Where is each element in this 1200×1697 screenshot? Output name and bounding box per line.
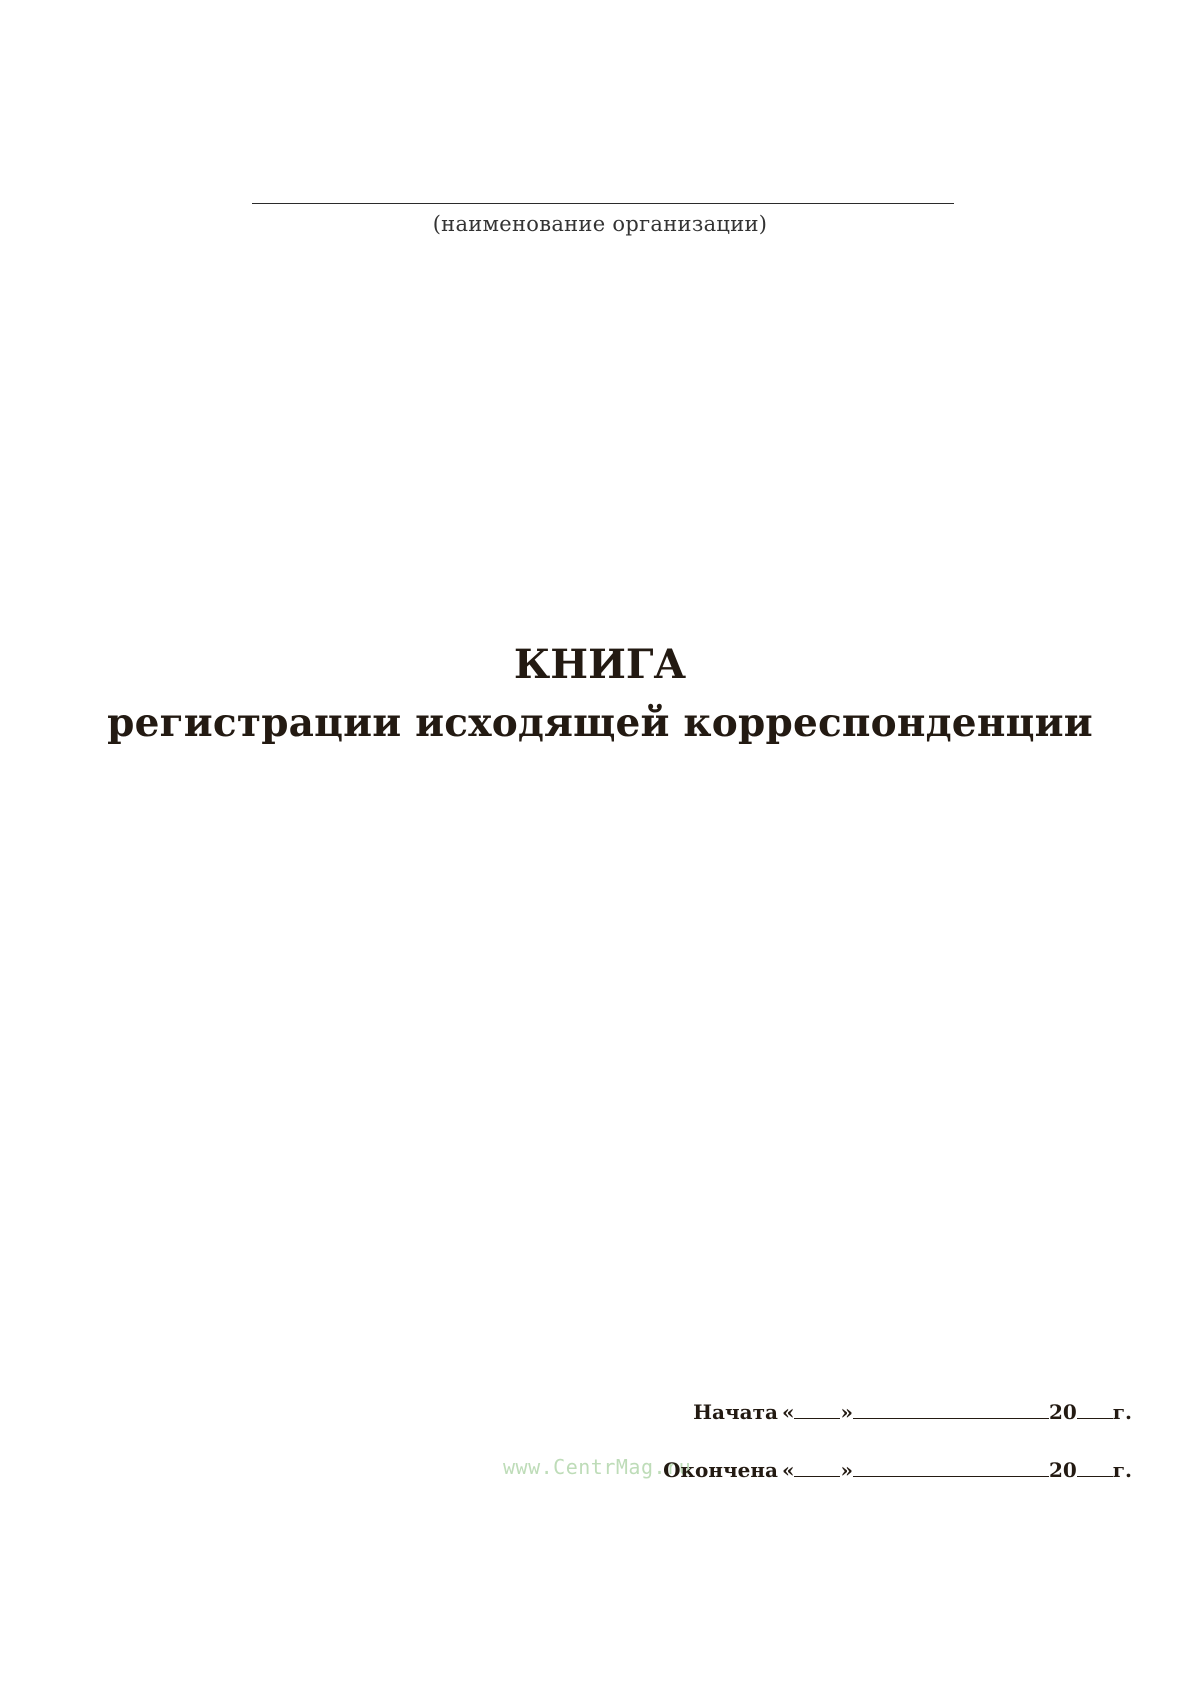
start-year-blank [1077,1398,1113,1419]
organization-caption: (наименование организации) [432,212,768,236]
end-year-blank [1077,1456,1113,1477]
start-day-blank [794,1398,840,1419]
title-block [0,636,1200,752]
start-date-label: Начата [693,1400,778,1424]
end-day-blank [794,1456,840,1477]
organization-name-line [252,203,954,204]
end-date-line [572,1456,1132,1482]
end-date-close-quote: » [840,1458,853,1482]
start-month-blank [853,1398,1049,1419]
end-date-suffix: г. [1112,1458,1132,1482]
document-title: КНИГА [513,641,687,688]
start-date-open-quote: « [781,1400,795,1424]
document-subtitle: регистрации исходящей корреспонденции [107,700,1093,746]
end-date-century: 20 [1048,1458,1077,1482]
end-date-open-quote: « [781,1458,795,1482]
start-date-line [572,1398,1132,1424]
start-date-close-quote: » [840,1400,853,1424]
watermark: www.CentrMag.ru [503,1455,692,1479]
start-date-suffix: г. [1112,1400,1132,1424]
end-month-blank [853,1456,1049,1477]
end-date-label: Окончена [663,1458,778,1482]
start-date-century: 20 [1048,1400,1077,1424]
